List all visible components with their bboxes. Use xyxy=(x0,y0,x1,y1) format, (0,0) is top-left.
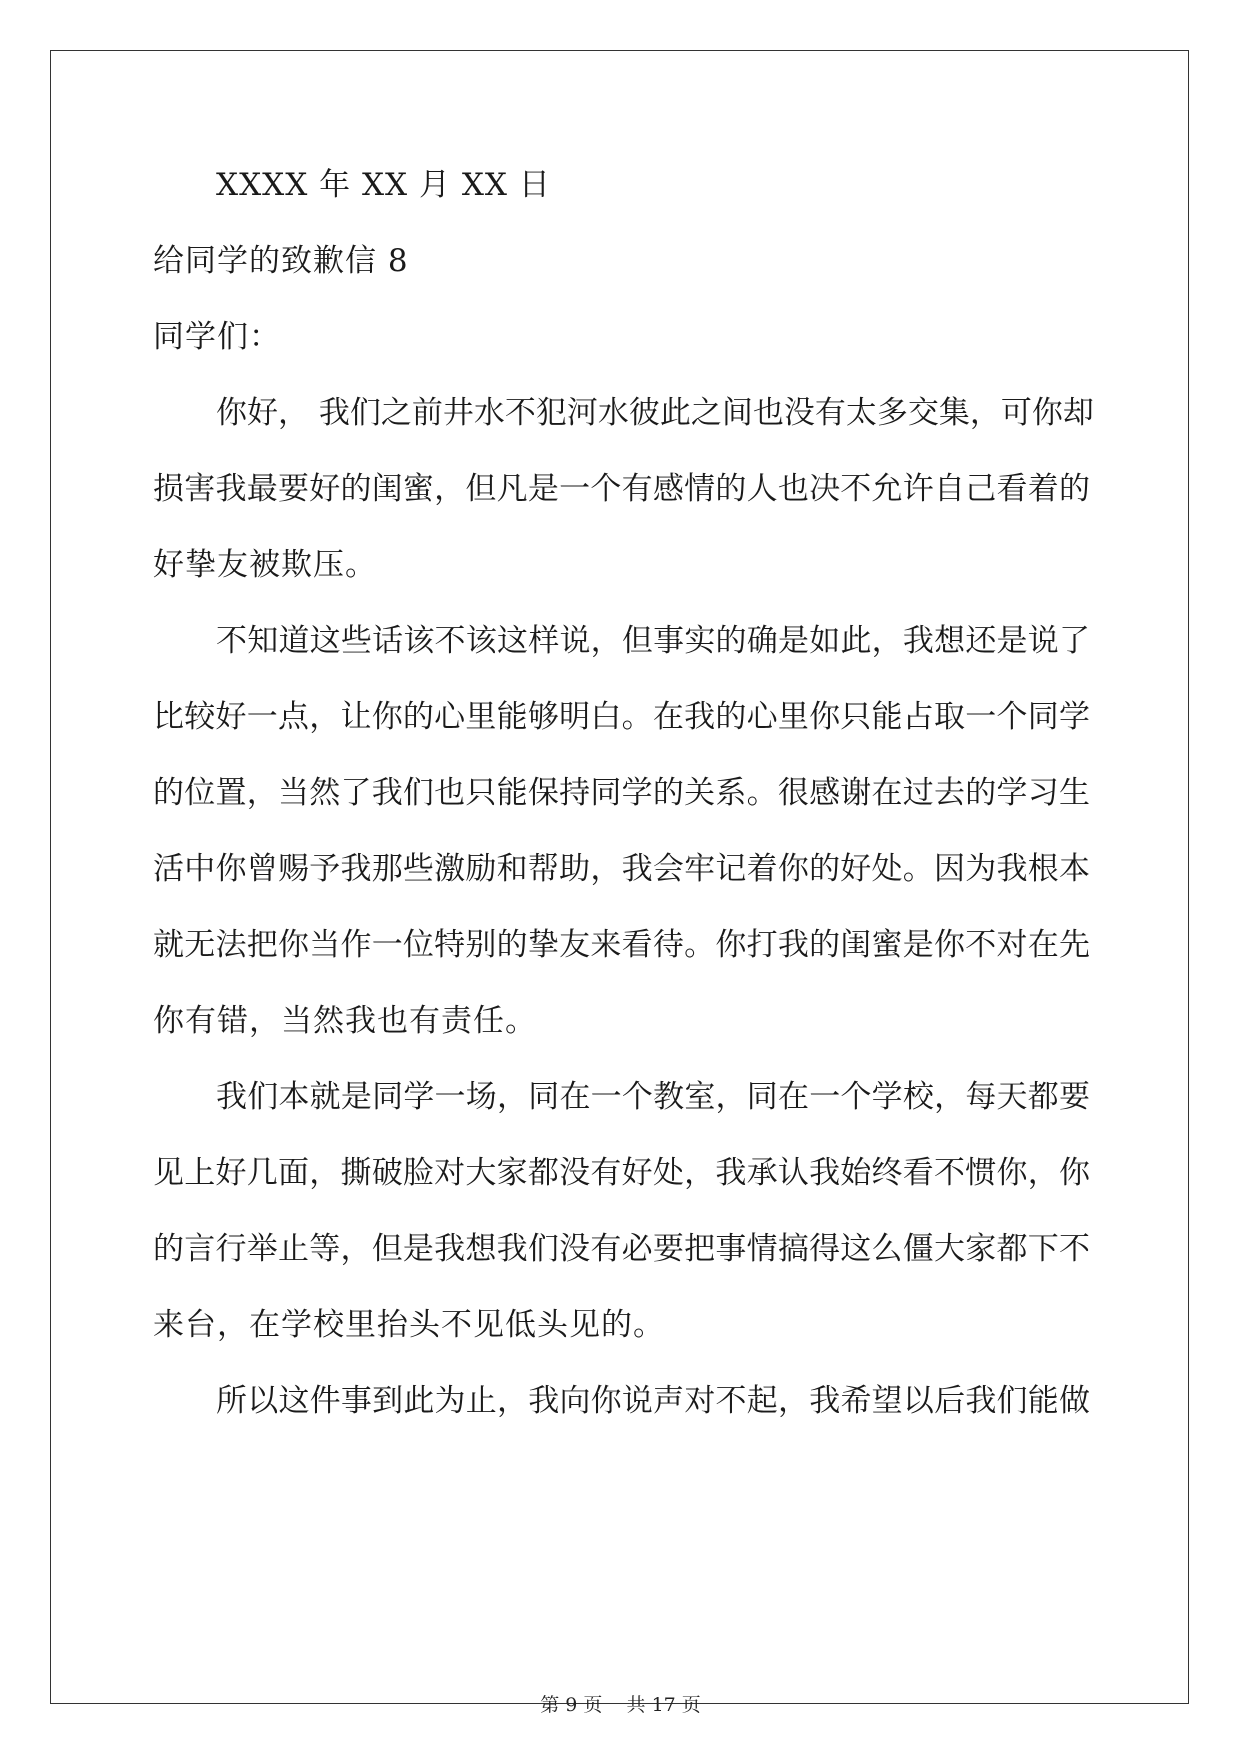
date-line: XXXX 年 XX 月 XX 日 xyxy=(216,167,551,203)
paragraph-3-line-4: 来台，在学校里抬头不见低头见的。 xyxy=(153,1307,665,1343)
paragraph-2-line-2: 比较好一点，让你的心里能够明白。在我的心里你只能占取一个同学 xyxy=(153,699,1090,735)
paragraph-1-line-3: 好挚友被欺压。 xyxy=(153,547,377,583)
paragraph-2-line-3: 的位置，当然了我们也只能保持同学的关系。很感谢在过去的学习生 xyxy=(153,775,1090,811)
page-total: 共 17 页 xyxy=(626,1694,701,1716)
paragraph-3-line-2: 见上好几面，撕破脸对大家都没有好处，我承认我始终看不惯你，你 xyxy=(153,1155,1090,1191)
paragraph-3-line-1: 我们本就是同学一场，同在一个教室，同在一个学校，每天都要 xyxy=(216,1079,1090,1115)
paragraph-2-line-1: 不知道这些话该不该这样说，但事实的确是如此，我想还是说了 xyxy=(216,623,1090,659)
paragraph-1-line-1: 你好， 我们之前井水不犯河水彼此之间也没有太多交集，可你却 xyxy=(216,395,1094,431)
salutation: 同学们： xyxy=(153,319,281,355)
paragraph-2-line-6: 你有错，当然我也有责任。 xyxy=(153,1003,537,1039)
letter-title: 给同学的致歉信 8 xyxy=(153,243,409,279)
paragraph-4-line-1: 所以这件事到此为止，我向你说声对不起，我希望以后我们能做 xyxy=(216,1383,1090,1419)
page-number: 第 9 页 xyxy=(540,1694,603,1716)
paragraph-3-line-3: 的言行举止等，但是我想我们没有必要把事情搞得这么僵大家都下不 xyxy=(153,1231,1090,1267)
page-footer xyxy=(0,1693,1241,1717)
paragraph-2-line-4: 活中你曾赐予我那些激励和帮助，我会牢记着你的好处。因为我根本 xyxy=(153,851,1090,887)
paragraph-2-line-5: 就无法把你当作一位特别的挚友来看待。你打我的闺蜜是你不对在先 xyxy=(153,927,1090,963)
paragraph-1-line-2: 损害我最要好的闺蜜，但凡是一个有感情的人也决不允许自己看着的 xyxy=(153,471,1090,507)
